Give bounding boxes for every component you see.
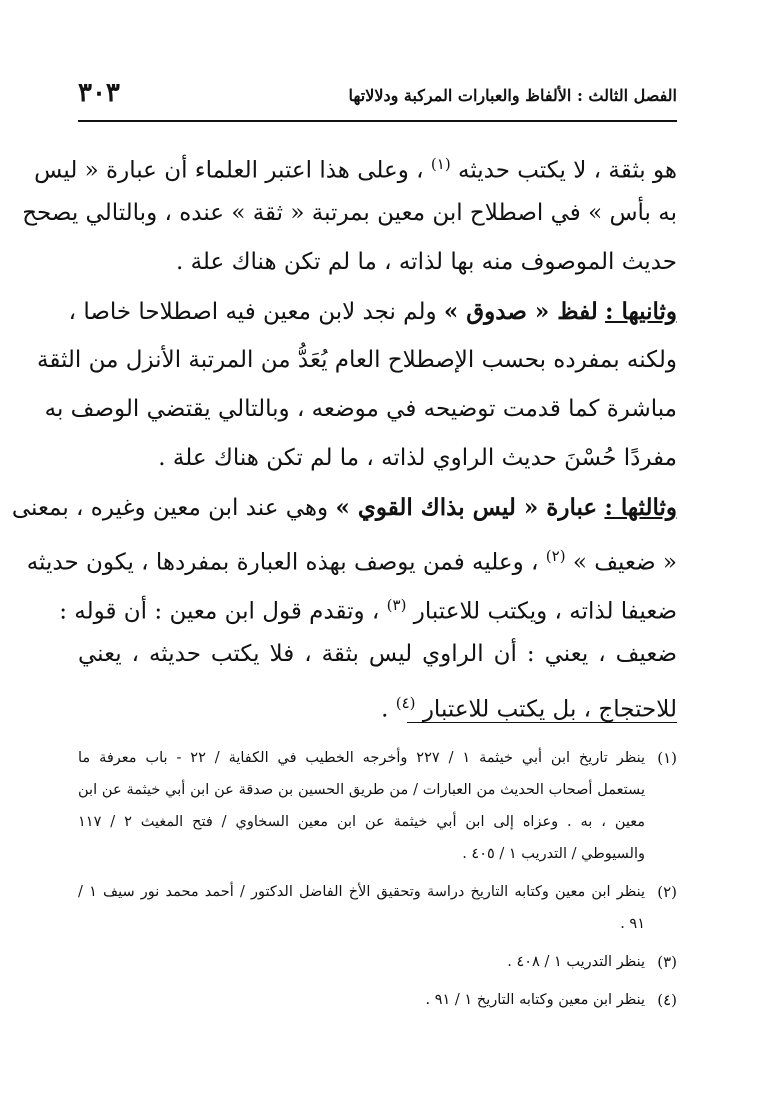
page-number: ٣٠٣ — [78, 78, 120, 108]
running-header — [78, 78, 677, 116]
footnote-line: ينظر ابن معين وكتابه التاريخ دراسة وتحقيق الأخ الفاضل الدكتور / أحمد محمد نور سيف ١ / — [78, 884, 646, 900]
text-line: مفردًا حُسْنَ حديث الراوي لذاته ، ما لم تكن هناك علة . — [158, 445, 677, 471]
footnote-ref: (١) — [430, 155, 451, 173]
text-line: ضعيف ، يعني : أن الراوي ليس بثقة ، فلا يكتب حديثه ، يعني — [78, 641, 677, 667]
footnote — [78, 946, 677, 978]
footnote-line: ٩١ . — [620, 916, 645, 932]
text-line: « ضعيف » $^{(٢)}$ ، وعليه فمن يوصف بهذه العبارة بمفردها ، يكون حديثه — [26, 547, 677, 576]
footnote — [78, 742, 677, 870]
text-line: حديث الموصوف منه بها لذاته ، ما لم تكن هناك علة . — [175, 249, 677, 275]
footnote-mark: (١) — [657, 749, 677, 767]
text-line: للاحتجاج ، بل يكتب للاعتبار $^{(٤)}$ . — [381, 694, 677, 723]
text-line: وثانيها : لفظ « صدوق » ولم نجد لابن معين فيه اصطلاحا خاصا ، — [68, 298, 677, 325]
section-label: وثالثها : — [604, 494, 677, 521]
text-line: ضعيفا لذاته ، ويكتب للاعتبار $^{(٣)}$ ، وتقدم قول ابن معين : أن قوله : — [59, 596, 677, 625]
text-line: ولكنه بمفرده بحسب الإصطلاح العام يُعَدُّ من المرتبة الأنزل من الثقة — [37, 347, 677, 373]
footnote-line: ينظر تاريخ ابن أبي خيثمة ١ / ٢٢٧ وأخرجه الخطيب في الكفاية / ٢٢ - باب معرفة ما — [78, 750, 645, 766]
footnote-line: ينظر التدريب ١ / ٤٠٨ . — [507, 954, 645, 970]
footnote-separator — [407, 722, 677, 723]
header-rule — [78, 120, 677, 122]
footnote-line: ينظر ابن معين وكتابه التاريخ ١ / ٩١ . — [425, 992, 645, 1008]
footnote-mark: (٤) — [657, 991, 677, 1009]
footnote — [78, 984, 677, 1016]
footnote-mark: (٢) — [657, 883, 677, 901]
section-label: وثانيها : — [605, 298, 677, 325]
text-line: وثالثها : عبارة « ليس بذاك القوي » وهي عند ابن معين وغيره ، بمعنى — [11, 494, 677, 521]
term: لفظ « صدوق » — [443, 298, 598, 325]
footnote-ref: (٤) — [395, 694, 416, 712]
chapter-title: الفصل الثالث : الألفاظ والعبارات المركبة ودلالاتها — [348, 86, 677, 105]
footnote-line: والسيوطي / التدريب ١ / ٤٠٥ . — [462, 846, 645, 862]
text-line: به بأس » في اصطلاح ابن معين بمرتبة « ثقة » عنده ، وبالتالي يصحح — [22, 200, 677, 226]
footnote — [78, 876, 677, 940]
text-line: مباشرة كما قدمت توضيحه في موضعه ، وبالتالي يقتضي الوصف به — [44, 396, 677, 422]
main-text — [11, 140, 677, 728]
term: عبارة « ليس بذاك القوي » — [335, 494, 598, 521]
footnotes — [78, 742, 677, 1022]
footnote-ref: (٣) — [386, 596, 407, 614]
footnote-mark: (٣) — [657, 953, 677, 971]
footnote-ref: (٢) — [545, 547, 566, 565]
footnote-line: يستعمل أصحاب الحديث من العبارات / من طريق الحسين بن صدقة عن ابن أبي خيثمة عن ابن — [78, 782, 645, 798]
text-line: هو بثقة ، لا يكتب حديثه $^{(١)}$ ، وعلى هذا اعتبر العلماء أن عبارة « ليس — [34, 155, 677, 184]
footnote-line: معين ، به . وعزاه إلى ابن أبي خيثمة عن ابن معين السخاوي / فتح المغيث ٢ / ١١٧ — [78, 814, 645, 830]
